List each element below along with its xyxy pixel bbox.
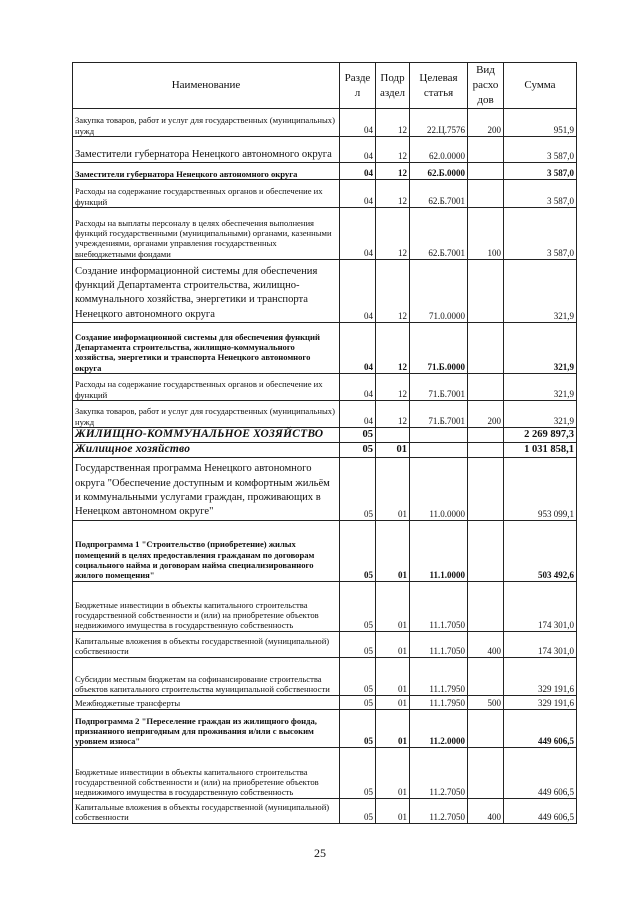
cell-target: 62.Б.0000 [410, 163, 468, 180]
cell-target: 11.1.0000 [410, 520, 468, 581]
cell-subsection: 12 [376, 137, 410, 163]
cell-sum: 449 606,5 [504, 709, 577, 747]
cell-section: 05 [340, 657, 376, 695]
cell-target: 11.2.7050 [410, 747, 468, 798]
cell-target: 11.1.7950 [410, 695, 468, 709]
cell-section: 04 [340, 401, 376, 428]
cell-section: 04 [340, 260, 376, 323]
cell-subsection: 01 [376, 581, 410, 631]
cell-subsection [376, 428, 410, 443]
cell-subsection: 01 [376, 657, 410, 695]
cell-name: Заместители губернатора Ненецкого автономного округа [73, 137, 340, 163]
cell-type [468, 709, 504, 747]
cell-target: 22.Ц.7576 [410, 109, 468, 137]
cell-sum: 1 031 858,1 [504, 442, 577, 457]
table-row [73, 442, 577, 457]
table-row [73, 798, 577, 823]
cell-subsection: 12 [376, 260, 410, 323]
table-row [73, 747, 577, 798]
cell-target: 71.Б.7001 [410, 374, 468, 401]
cell-name: Создание информационной системы для обеспечения функций Департамента строительства, жилищно-коммунального хозяйства, энергетики и транспорта Ненецкого автономного округа [73, 260, 340, 323]
table-row [73, 581, 577, 631]
table-row [73, 260, 577, 323]
table-row [73, 520, 577, 581]
cell-name: Подпрограмма 2 "Переселение граждан из жилищного фонда, признанного непригодным для проживания и/или с высоким уровнем износа" [73, 709, 340, 747]
cell-sum: 321,9 [504, 401, 577, 428]
cell-sum: 951,9 [504, 109, 577, 137]
cell-type: 100 [468, 208, 504, 260]
cell-type [468, 657, 504, 695]
table-row [73, 323, 577, 374]
cell-type [468, 520, 504, 581]
cell-subsection: 12 [376, 163, 410, 180]
cell-name: Межбюджетные трансферты [73, 695, 340, 709]
cell-target: 11.2.0000 [410, 709, 468, 747]
cell-target: 71.0.0000 [410, 260, 468, 323]
cell-name: Закупка товаров, работ и услуг для государственных (муниципальных) нужд [73, 109, 340, 137]
cell-target: 62.Б.7001 [410, 208, 468, 260]
cell-subsection: 01 [376, 695, 410, 709]
cell-target: 11.1.7950 [410, 657, 468, 695]
cell-type [468, 137, 504, 163]
table-body [73, 109, 577, 824]
cell-sum: 953 099,1 [504, 457, 577, 520]
cell-type [468, 374, 504, 401]
page-number: 25 [314, 846, 326, 860]
header-sum: Сумма [504, 63, 577, 109]
cell-subsection: 01 [376, 457, 410, 520]
cell-section: 04 [340, 180, 376, 208]
table-row [73, 428, 577, 443]
table-row [73, 109, 577, 137]
cell-name: Бюджетные инвестиции в объекты капитального строительства государственной собственности и (или) на приобретение объектов недвижимого имущества в государственную собственность [73, 747, 340, 798]
cell-subsection: 01 [376, 442, 410, 457]
table-row [73, 137, 577, 163]
cell-section: 04 [340, 208, 376, 260]
cell-name: ЖИЛИЩНО-КОММУНАЛЬНОЕ ХОЗЯЙСТВО [73, 428, 340, 443]
cell-section: 05 [340, 442, 376, 457]
cell-sum: 3 587,0 [504, 180, 577, 208]
cell-name: Заместители губернатора Ненецкого автономного округа [73, 163, 340, 180]
cell-sum: 329 191,6 [504, 657, 577, 695]
table-row [73, 657, 577, 695]
cell-sum: 449 606,5 [504, 747, 577, 798]
cell-sum: 321,9 [504, 374, 577, 401]
cell-section: 04 [340, 137, 376, 163]
cell-section: 05 [340, 798, 376, 823]
cell-subsection: 12 [376, 208, 410, 260]
cell-name: Жилищное хозяйство [73, 442, 340, 457]
table-row [73, 695, 577, 709]
cell-target: 11.1.7050 [410, 581, 468, 631]
cell-section: 05 [340, 709, 376, 747]
cell-type [468, 260, 504, 323]
table-row [73, 163, 577, 180]
cell-type [468, 457, 504, 520]
table-row [73, 401, 577, 428]
cell-sum: 503 492,6 [504, 520, 577, 581]
cell-type [468, 180, 504, 208]
cell-name: Государственная программа Ненецкого автономного округа "Обеспечение доступным и комфортным жильём и коммунальными услугами граждан, проживающих в Ненецком автономном округе" [73, 457, 340, 520]
cell-name: Расходы на содержание государственных органов и обеспечение их функций [73, 374, 340, 401]
cell-section: 05 [340, 457, 376, 520]
cell-sum: 3 587,0 [504, 137, 577, 163]
cell-section: 04 [340, 323, 376, 374]
cell-sum: 174 301,0 [504, 581, 577, 631]
cell-name: Создание информационной системы для обеспечения функций Департамента строительства, жилищно-коммунального хозяйства, энергетики и транспорта Ненецкого автономного округа [73, 323, 340, 374]
table-row [73, 709, 577, 747]
table-row [73, 374, 577, 401]
cell-section: 05 [340, 747, 376, 798]
cell-section: 04 [340, 374, 376, 401]
cell-type: 400 [468, 631, 504, 657]
cell-name: Расходы на выплаты персоналу в целях обеспечения выполнения функций государственными (муниципальными) органами, казенными учреждениями, органами управления государственных внебюджетными фондами [73, 208, 340, 260]
cell-target: 71.Б.7001 [410, 401, 468, 428]
cell-section: 05 [340, 520, 376, 581]
cell-type [468, 323, 504, 374]
cell-name: Капитальные вложения в объекты государственной (муниципальной) собственности [73, 798, 340, 823]
budget-table [72, 62, 577, 824]
cell-section: 05 [340, 581, 376, 631]
cell-sum: 3 587,0 [504, 163, 577, 180]
header-row [73, 63, 577, 109]
cell-type [468, 747, 504, 798]
cell-section: 04 [340, 163, 376, 180]
cell-type [468, 428, 504, 443]
cell-subsection: 12 [376, 401, 410, 428]
cell-subsection: 12 [376, 323, 410, 374]
cell-subsection: 01 [376, 631, 410, 657]
cell-subsection: 01 [376, 520, 410, 581]
header-target: Целевая статья [410, 63, 468, 109]
cell-subsection: 01 [376, 709, 410, 747]
cell-type [468, 163, 504, 180]
cell-sum: 2 269 897,3 [504, 428, 577, 443]
header-subsection: Подр аздел [376, 63, 410, 109]
cell-type [468, 581, 504, 631]
cell-target [410, 442, 468, 457]
cell-sum: 174 301,0 [504, 631, 577, 657]
cell-subsection: 12 [376, 180, 410, 208]
header-section: Разде л [340, 63, 376, 109]
header-type: Вид расхо дов [468, 63, 504, 109]
cell-sum: 321,9 [504, 323, 577, 374]
cell-sum: 3 587,0 [504, 208, 577, 260]
cell-target: 62.Б.7001 [410, 180, 468, 208]
header-name: Наименование [73, 63, 340, 109]
cell-subsection: 01 [376, 747, 410, 798]
cell-sum: 321,9 [504, 260, 577, 323]
cell-name: Бюджетные инвестиции в объекты капитального строительства государственной собственности и (или) на приобретение объектов недвижимого имущества в государственную собственность [73, 581, 340, 631]
cell-type: 200 [468, 109, 504, 137]
cell-sum: 329 191,6 [504, 695, 577, 709]
cell-name: Расходы на содержание государственных органов и обеспечение их функций [73, 180, 340, 208]
cell-target: 11.2.7050 [410, 798, 468, 823]
cell-section: 05 [340, 631, 376, 657]
cell-name: Субсидии местным бюджетам на софинансирование строительства объектов капитального строительства муниципальной собственности [73, 657, 340, 695]
table-row [73, 457, 577, 520]
cell-type [468, 442, 504, 457]
cell-subsection: 01 [376, 798, 410, 823]
table-row [73, 631, 577, 657]
table-row [73, 208, 577, 260]
cell-target [410, 428, 468, 443]
cell-target: 11.0.0000 [410, 457, 468, 520]
table-row [73, 180, 577, 208]
cell-section: 04 [340, 109, 376, 137]
cell-name: Подпрограмма 1 "Строительство (приобретение) жилых помещений в целях предоставления гражданам по договорам социального найма и договорам найма специализированного жилого помещения" [73, 520, 340, 581]
cell-section: 05 [340, 428, 376, 443]
cell-type: 500 [468, 695, 504, 709]
cell-name: Капитальные вложения в объекты государственной (муниципальной) собственности [73, 631, 340, 657]
cell-name: Закупка товаров, работ и услуг для государственных (муниципальных) нужд [73, 401, 340, 428]
cell-subsection: 12 [376, 109, 410, 137]
cell-type: 200 [468, 401, 504, 428]
cell-target: 11.1.7050 [410, 631, 468, 657]
cell-subsection: 12 [376, 374, 410, 401]
cell-target: 62.0.0000 [410, 137, 468, 163]
cell-type: 400 [468, 798, 504, 823]
cell-section: 05 [340, 695, 376, 709]
cell-target: 71.Б.0000 [410, 323, 468, 374]
cell-sum: 449 606,5 [504, 798, 577, 823]
